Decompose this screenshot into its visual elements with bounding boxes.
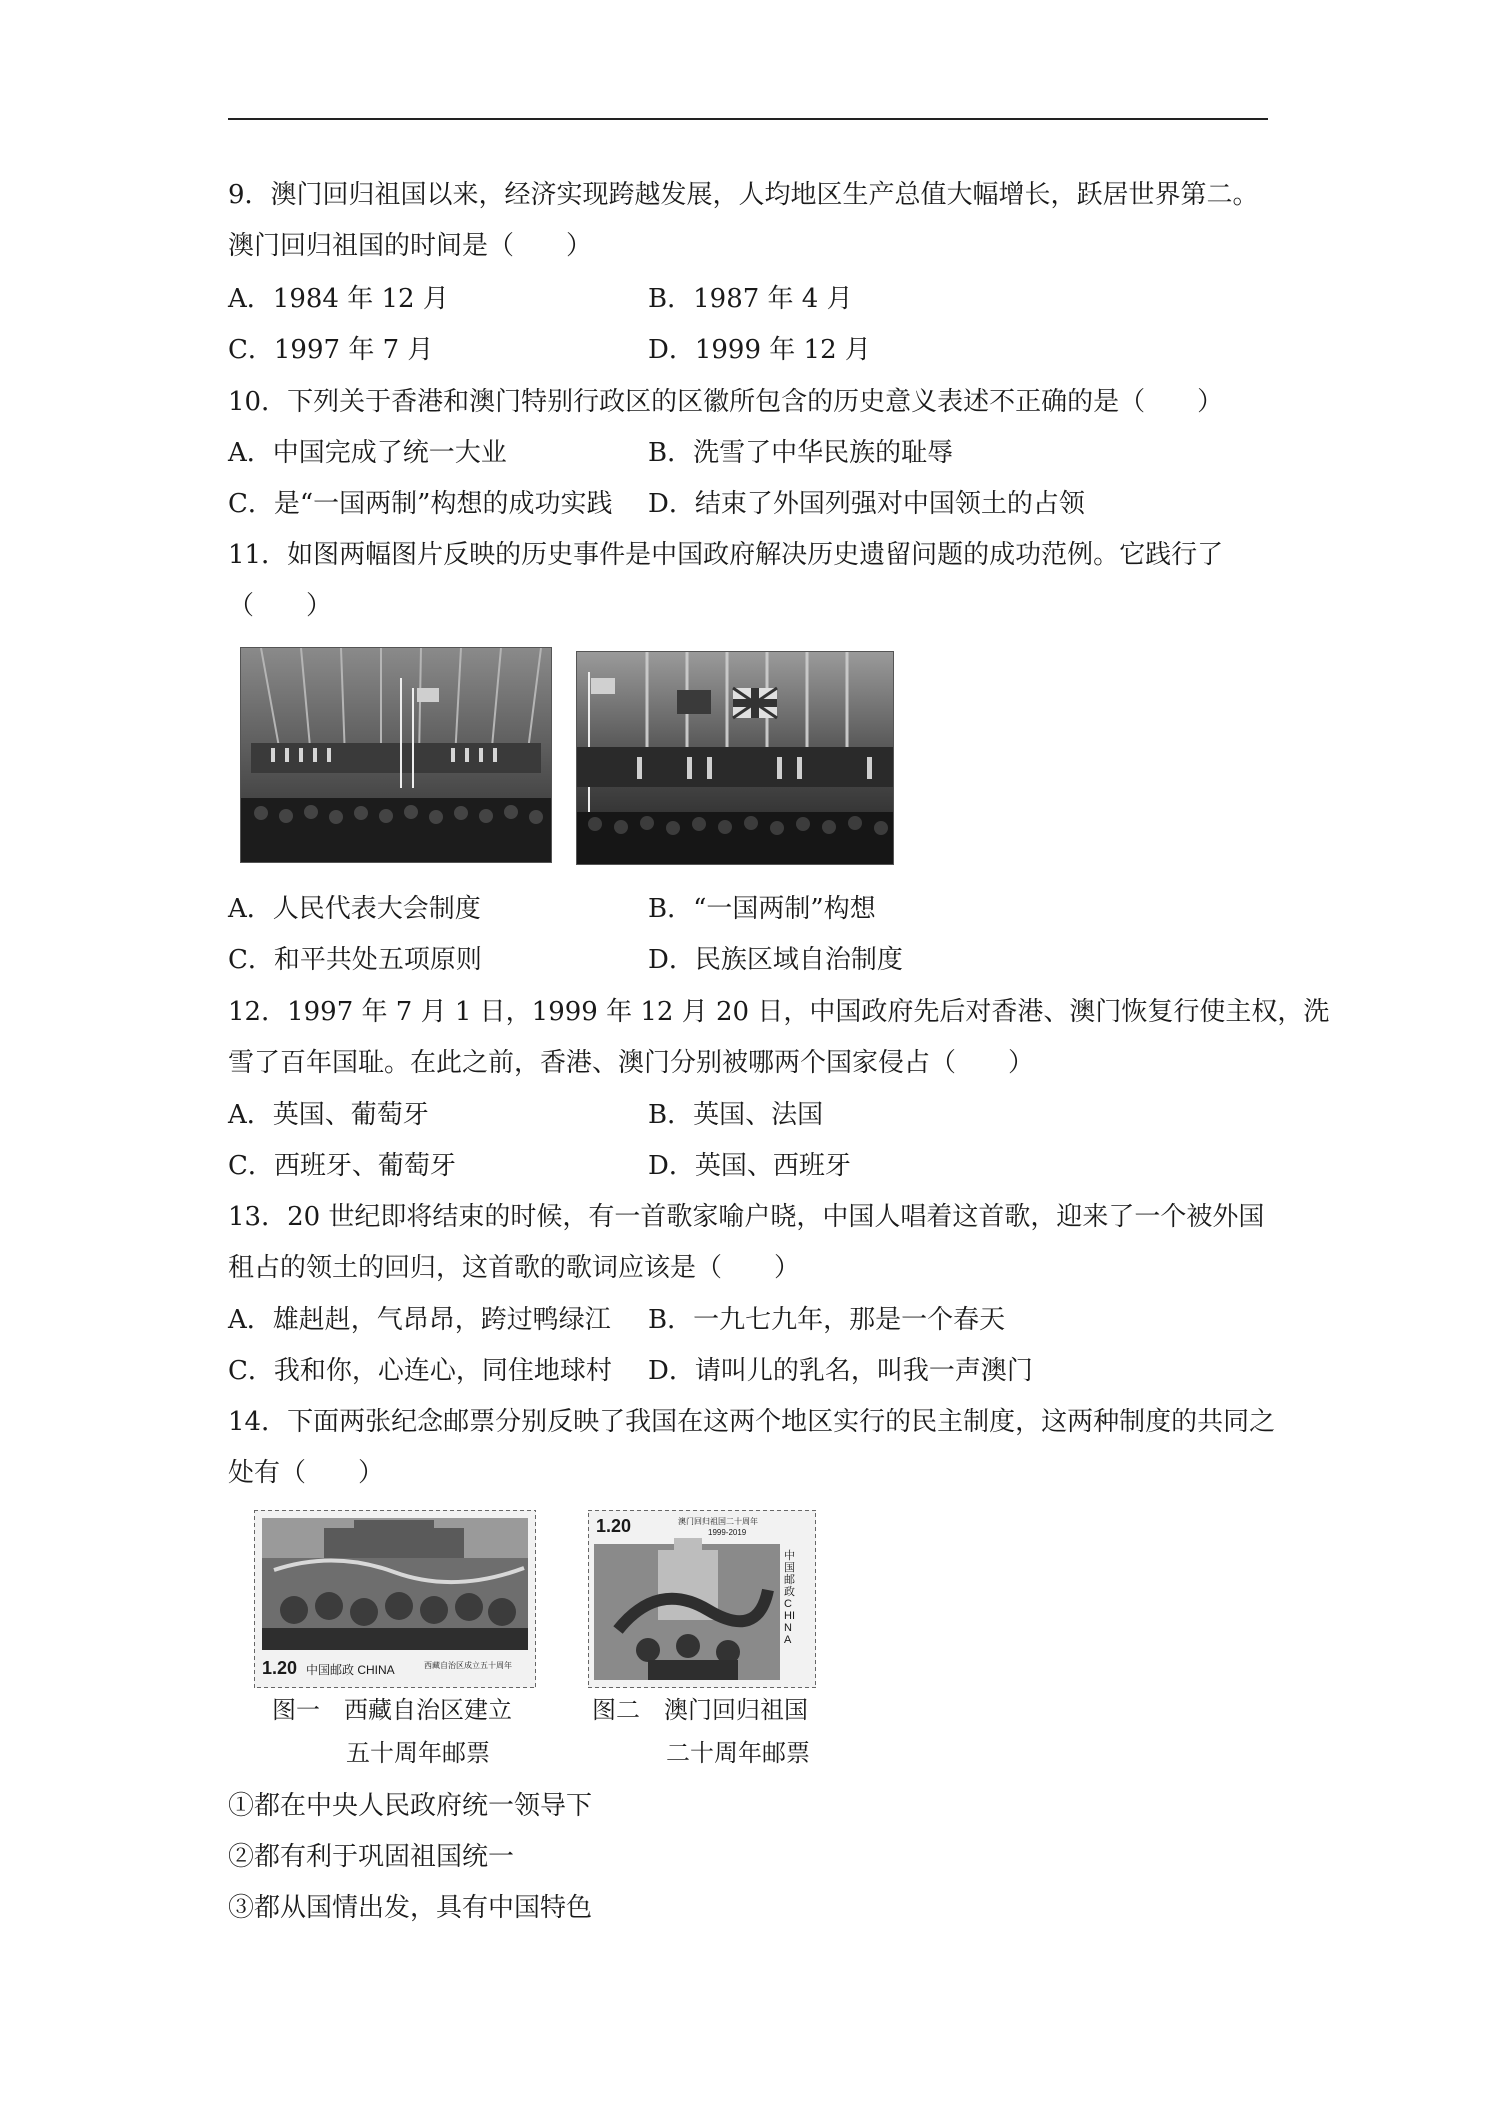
q12-stem-line1: 12．1997 年 7 月 1 日，1999 年 12 月 20 日，中国政府先后对香港、澳门恢复行使主权，洗 — [228, 997, 1330, 1027]
macau-handover-photo — [240, 647, 552, 863]
q9-stem-line2: 澳门回归祖国的时间是（ ） — [228, 231, 593, 261]
macau-stamp-subtitle: 澳门回归祖国二十周年 — [678, 1517, 758, 1526]
q13-stem-line1: 13．20 世纪即将结束的时候，有一首歌家喻户晓，中国人唱着这首歌，迎来了一个被外国 — [228, 1202, 1265, 1232]
q12-option-a: A．英国、葡萄牙 — [228, 1100, 429, 1130]
q13-option-d: D．请叫儿的乳名，叫我一声澳门 — [648, 1356, 1033, 1386]
q11-option-b: B．“一国两制”构想 — [648, 894, 876, 924]
q9-option-a: A．1984 年 12 月 — [228, 284, 449, 314]
macau-stamp — [588, 1510, 816, 1688]
figure1-caption-line2: 五十周年邮票 — [346, 1739, 490, 1767]
q14-stem-line2: 处有（ ） — [228, 1458, 385, 1488]
hongkong-handover-photo — [576, 651, 894, 865]
q11-stem-line1: 11．如图两幅图片反映的历史事件是中国政府解决历史遗留问题的成功范例。它践行了 — [228, 540, 1224, 570]
figure1-caption-line1: 图一 西藏自治区建立 — [272, 1696, 512, 1724]
q11-option-c: C．和平共处五项原则 — [228, 945, 482, 975]
q10-option-d: D．结束了外国列强对中国领土的占领 — [648, 489, 1085, 519]
tibet-stamp-value: 1.20 — [262, 1658, 298, 1678]
q10-stem: 10．下列关于香港和澳门特别行政区的区徽所包含的历史意义表述不正确的是（ ） — [228, 387, 1224, 417]
tibet-stamp-subtitle: 西藏自治区成立五十周年 — [424, 1661, 512, 1670]
q11-stem-line2: （ ） — [228, 591, 333, 621]
macau-stamp-years: 1999-2019 — [708, 1528, 747, 1537]
q9-option-b: B．1987 年 4 月 — [648, 284, 853, 314]
macau-stamp-post: 中国邮政 CHINA — [784, 1550, 795, 1646]
q13-stem-line2: 租占的领土的回归，这首歌的歌词应该是（ ） — [228, 1253, 801, 1283]
q11-option-a: A．人民代表大会制度 — [228, 894, 481, 924]
q14-statement-2: ②都有利于巩固祖国统一 — [228, 1842, 515, 1872]
q13-option-c: C．我和你，心连心，同住地球村 — [228, 1356, 612, 1386]
q12-stem-line2: 雪了百年国耻。在此之前，香港、澳门分别被哪两个国家侵占（ ） — [228, 1048, 1035, 1078]
q12-option-b: B．英国、法国 — [648, 1100, 824, 1130]
q14-statement-1: ①都在中央人民政府统一领导下 — [228, 1791, 593, 1821]
q9-option-d: D．1999 年 12 月 — [648, 335, 871, 365]
tibet-stamp — [254, 1510, 536, 1688]
q9-option-c: C．1997 年 7 月 — [228, 335, 434, 365]
q9-stem-line1: 9．澳门回归祖国以来，经济实现跨越发展，人均地区生产总值大幅增长，跃居世界第二。 — [228, 180, 1259, 210]
figure2-caption-line2: 二十周年邮票 — [666, 1739, 810, 1767]
q10-option-a: A．中国完成了统一大业 — [228, 438, 507, 468]
q10-option-c: C．是“一国两制”构想的成功实践 — [228, 489, 613, 519]
macau-stamp-value: 1.20 — [596, 1516, 632, 1536]
q11-option-d: D．民族区域自治制度 — [648, 945, 903, 975]
q12-option-d: D．英国、西班牙 — [648, 1151, 851, 1181]
q13-option-b: B．一九七九年，那是一个春天 — [648, 1305, 1006, 1335]
figure2-caption-line1: 图二 澳门回归祖国 — [592, 1696, 808, 1724]
tibet-stamp-post: 中国邮政 CHINA — [306, 1663, 395, 1677]
header-rule — [228, 118, 1268, 120]
q10-option-b: B．洗雪了中华民族的耻辱 — [648, 438, 954, 468]
q13-option-a: A．雄赳赳，气昂昂，跨过鸭绿江 — [228, 1305, 611, 1335]
q12-option-c: C．西班牙、葡萄牙 — [228, 1151, 456, 1181]
q14-stem-line1: 14．下面两张纪念邮票分别反映了我国在这两个地区实行的民主制度，这两种制度的共同之 — [228, 1407, 1276, 1437]
q14-statement-3: ③都从国情出发，具有中国特色 — [228, 1893, 593, 1923]
